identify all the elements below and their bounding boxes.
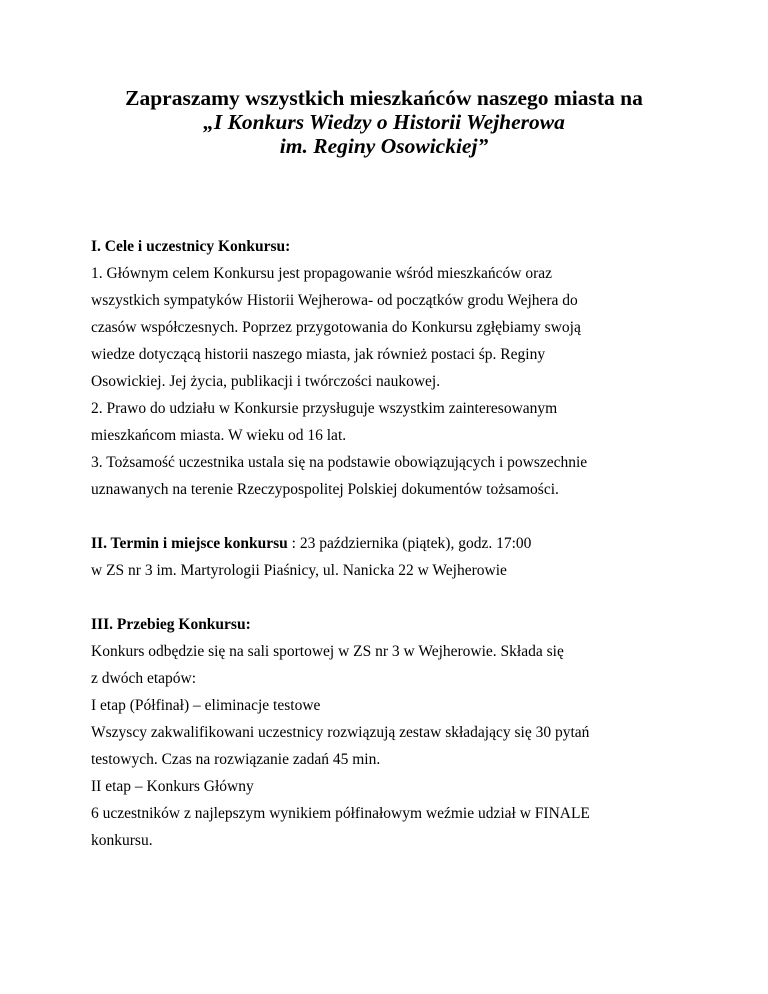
title-line-2: „I Konkurs Wiedzy o Historii Wejherowa	[203, 110, 565, 134]
section-1-heading: I. Cele i uczestnicy Konkursu:	[91, 238, 291, 255]
section-3-line: konkursu.	[91, 832, 153, 849]
section-1-line: 1. Głównym celem Konkursu jest propagowanie wśród mieszkańców oraz	[91, 265, 553, 282]
document-body	[91, 233, 711, 854]
section-1-line: czasów współczesnych. Poprzez przygotowania do Konkursu zgłębiamy swoją	[91, 319, 581, 336]
section-2-location: w ZS nr 3 im. Martyrologii Piaśnicy, ul. Nanicka 22 w Wejherowie	[91, 562, 507, 579]
paragraph-gap	[91, 584, 711, 611]
title-line-1: Zapraszamy wszystkich mieszkańców naszego miasta na	[125, 86, 643, 110]
section-1-line: 3. Tożsamość uczestnika ustala się na podstawie obowiązujących i powszechnie	[91, 454, 588, 471]
section-3-line: II etap – Konkurs Główny	[91, 778, 254, 795]
title-line-3: im. Reginy Osowickiej”	[279, 134, 489, 158]
section-1-line: wiedze dotyczącą historii naszego miasta, jak również postaci śp. Reginy	[91, 346, 546, 363]
section-3-line: testowych. Czas na rozwiązanie zadań 45 min.	[91, 751, 381, 768]
section-3-heading: III. Przebieg Konkursu:	[91, 616, 251, 633]
paragraph-gap	[91, 503, 711, 530]
section-2-heading-line	[91, 530, 711, 557]
section-1-line: Osowickiej. Jej życia, publikacji i twórczości naukowej.	[91, 373, 441, 390]
section-3-line: z dwóch etapów:	[91, 670, 197, 687]
invitation-title	[0, 86, 768, 158]
section-3-line: I etap (Półfinał) – eliminacje testowe	[91, 697, 321, 714]
section-3-line: Konkurs odbędzie się na sali sportowej w ZS nr 3 w Wejherowie. Składa się	[91, 643, 564, 660]
section-1-line: 2. Prawo do udziału w Konkursie przysługuje wszystkim zainteresowanym	[91, 400, 558, 417]
section-1-line: mieszkańcom miasta. W wieku od 16 lat.	[91, 427, 347, 444]
section-3-line: 6 uczestników z najlepszym wynikiem półfinałowym weźmie udział w FINALE	[91, 805, 590, 822]
section-2-date: : 23 października (piątek), godz. 17:00	[287, 535, 532, 552]
section-3-line: Wszyscy zakwalifikowani uczestnicy rozwiązują zestaw składający się 30 pytań	[91, 724, 590, 741]
section-1-line: uznawanych na terenie Rzeczypospolitej Polskiej dokumentów tożsamości.	[91, 481, 559, 498]
section-2-heading: II. Termin i miejsce konkursu	[91, 535, 288, 552]
section-1-line: wszystkich sympatyków Historii Wejherowa- od początków grodu Wejhera do	[91, 292, 578, 309]
